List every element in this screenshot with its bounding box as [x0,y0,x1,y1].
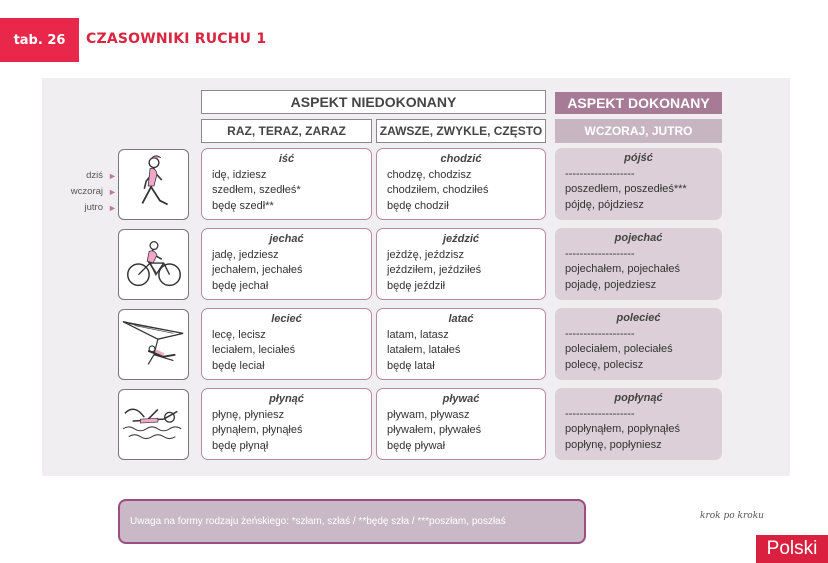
conjugation-line: poleciałem, poleciałeś [565,343,673,355]
conjugation-line: jeździłem, jeździłeś [387,264,482,276]
conjugation-line: pojadę, pojedziesz [565,278,657,291]
verb-cell-perfective [555,388,722,460]
feminine-forms-note: Uwaga na formy rodzaju żeńskiego: *szłam, szłaś / **będę szła / ***poszłam, poszłaś [118,499,586,544]
conjugation-line: płynę, płyniesz [212,408,285,421]
conjugation-line: idę, idziesz [212,168,267,181]
brand-tagline: krok po kroku [700,511,764,521]
arrow-icon: ► [108,171,117,181]
verb-cell-indeterminate-now [201,308,372,380]
verb-cell-indeterminate-now [201,148,372,220]
conjugation-line: pływałem, pływałeś [387,424,482,436]
conjugation-line: jadę, jedziesz [212,248,279,261]
verb-cell-indeterminate-now [201,388,372,460]
verb-cell-perfective [555,308,722,380]
arrow-icon: ► [108,203,117,213]
conjugation-line: pływam, pływasz [387,408,470,421]
conjugation-line: polecę, polecisz [565,358,644,371]
conjugation-line: ------------------- [565,167,635,180]
conjugation-line: będę leciał [212,359,265,372]
verb-cell-indeterminate-now [201,228,372,300]
conjugation-line: będę pływał [387,439,446,452]
verb-infinitive: pojechać [614,232,663,244]
conjugation-line: pójdę, pójdziesz [565,198,644,211]
conjugation-line: będę chodził [387,199,449,212]
verb-infinitive: polecieć [616,312,661,324]
verb-cell-habitual [376,148,546,220]
conjugation-line: będę latał [387,359,435,372]
conjugation-line: będę płynął [212,439,269,452]
conjugation-line: popłynąłem, popłynąłeś [565,423,680,435]
conjugation-line: będę jechał [212,279,269,292]
verb-cell-perfective [555,148,722,220]
verb-infinitive: popłynąć [614,392,663,404]
verb-infinitive: płynąć [269,393,304,405]
arrow-icon: ► [108,187,117,197]
conjugation-line: leciałem, leciałeś [212,344,296,356]
conjugation-line: chodzę, chodzisz [387,168,472,181]
conjugation-line: chodziłem, chodziłeś [387,184,489,196]
conjugation-line: jechałem, jechałeś [212,264,303,276]
conjugation-line: ------------------- [565,407,635,420]
imperfective-header: ASPEKT NIEDOKONANY [201,90,546,114]
verb-infinitive: pójść [624,152,653,164]
conjugation-line: latam, latasz [387,328,449,341]
verb-infinitive: jeździć [442,233,480,245]
subheader-now: RAZ, TERAZ, ZARAZ [201,119,372,143]
subheader-always: ZAWSZE, ZWYKLE, CZĘSTO [376,119,546,143]
conjugation-line: pojechałem, pojechałeś [565,263,680,275]
verb-infinitive: chodzić [440,153,482,165]
verb-cell-habitual [376,228,546,300]
conjugation-line: popłynę, popłyniesz [565,438,662,451]
conjugation-line: ------------------- [565,327,635,340]
conjugation-line: szedłem, szedłeś* [212,184,301,196]
verb-cell-habitual [376,388,546,460]
page-title: CZASOWNIKI RUCHU 1 [86,31,267,47]
walking-person-icon [118,149,189,220]
time-label-tomorrow: jutro [84,202,103,213]
time-label-today: dziś [86,170,103,181]
table-number-badge: tab. 26 [0,18,79,62]
verb-infinitive: latać [448,313,474,325]
conjugation-line: ------------------- [565,247,635,260]
conjugation-line: jeżdżę, jeździsz [387,248,465,261]
conjugation-line: będę szedł** [212,199,274,212]
verb-cell-perfective [555,228,722,300]
conjugation-line: lecę, lecisz [212,328,266,341]
hang-glider-icon [118,309,189,380]
conjugation-line: będę jeździł [387,279,446,292]
conjugation-line: poszedłem, poszedłeś*** [565,183,687,195]
verb-infinitive: lecieć [271,313,302,325]
verb-infinitive: pływać [442,393,480,405]
verb-infinitive: iść [278,153,295,165]
conjugation-line: latałem, latałeś [387,344,461,356]
brand-logo: Polski [756,535,828,563]
verb-infinitive: jechać [269,233,304,245]
cyclist-icon [118,229,189,300]
swimmer-icon [118,389,189,460]
subheader-yesterday-tomorrow: WCZORAJ, JUTRO [555,119,722,143]
perfective-header: ASPEKT DOKONANY [555,92,722,114]
time-label-yesterday: wczoraj [70,186,103,197]
verb-cell-habitual [376,308,546,380]
conjugation-line: płynąłem, płynąłeś [212,424,303,436]
